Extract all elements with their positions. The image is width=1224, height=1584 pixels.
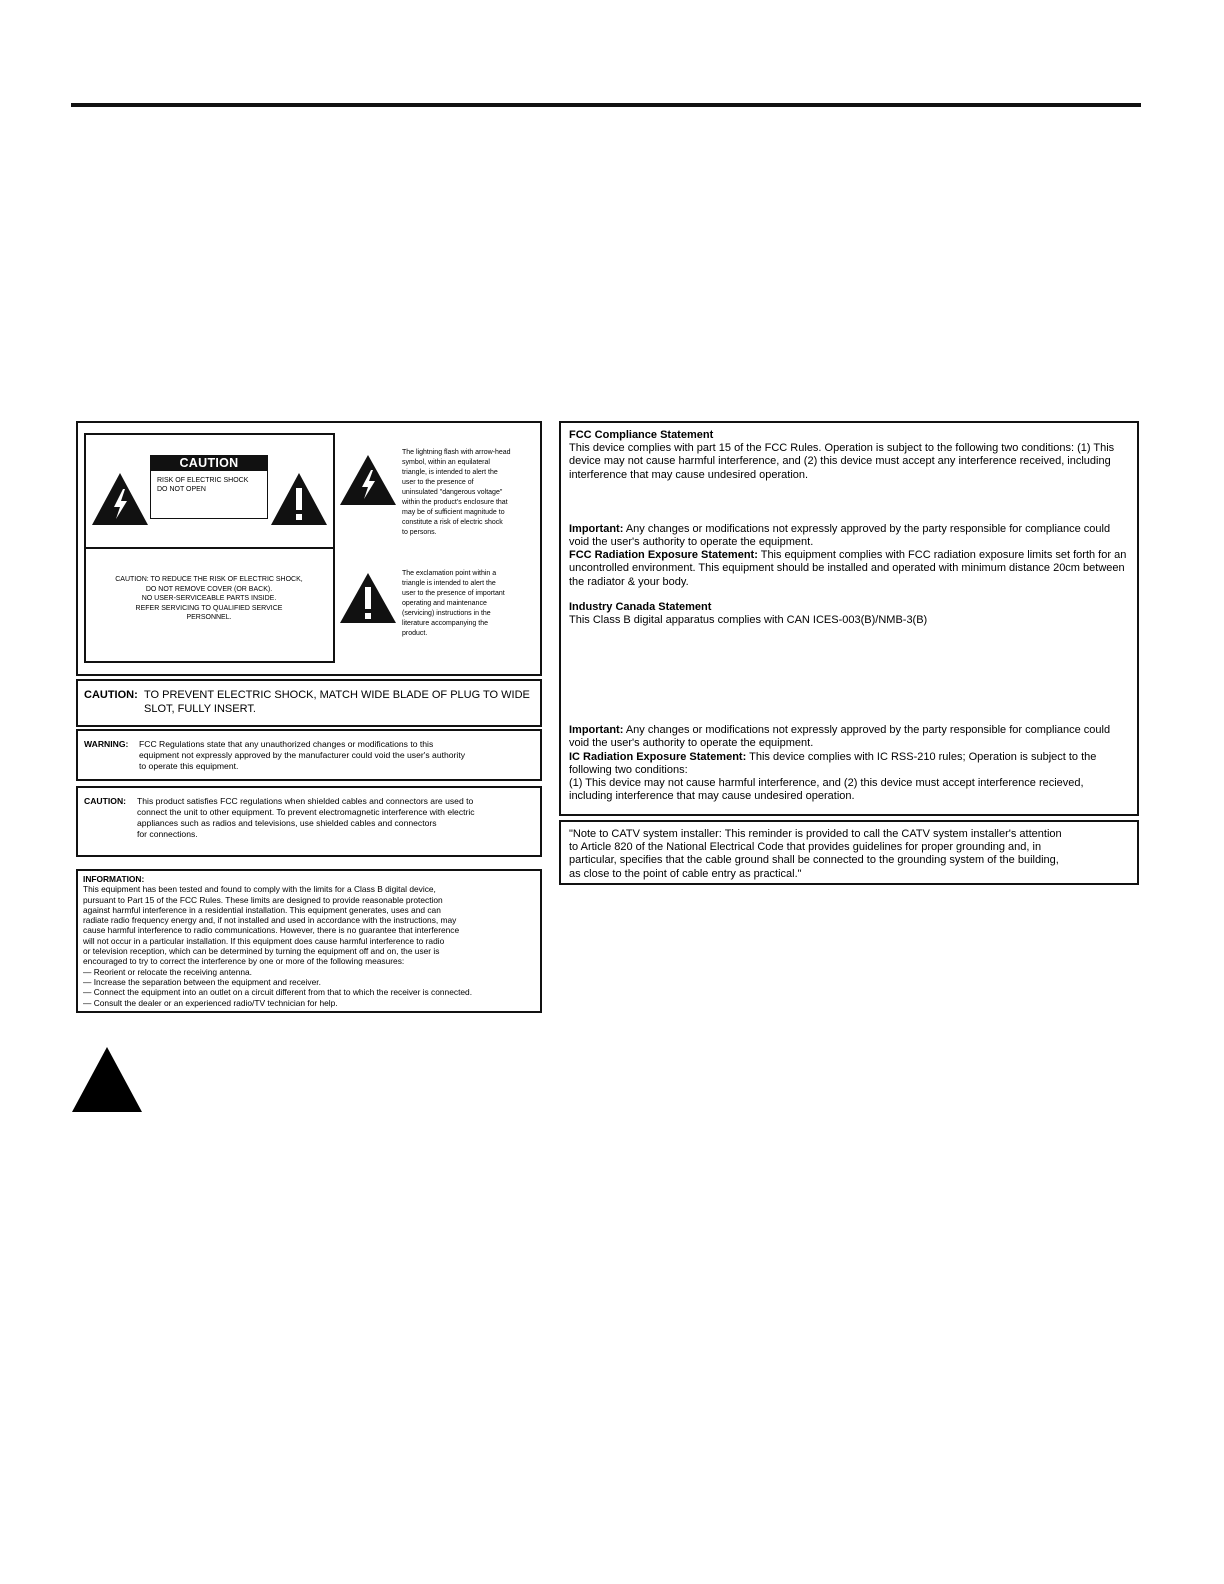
safety-symbols-panel: [76, 421, 542, 676]
panel-divider: [86, 547, 333, 549]
important-text: Any changes or modifications not expressly approved by the party responsible for compliance could void the user's authority to operate the equipment.: [569, 522, 1111, 549]
important-label: Important:: [569, 724, 624, 737]
caution-label-header: CAUTION: [151, 456, 267, 471]
caution-plug-box: [76, 679, 542, 727]
canada-title: Industry Canada Statement: [569, 600, 712, 613]
important-label: Important:: [569, 522, 624, 535]
radiation-label: FCC Radiation Exposure Statement:: [569, 549, 758, 562]
exclamation-description: The exclamation point within a triangle is intended to alert the user to the presence of important operating and maintenance (servicing) instructions in the literature accompanying the product.: [402, 570, 505, 637]
warning-label: WARNING:: [84, 739, 129, 749]
shock-notice-text: CAUTION: TO REDUCE THE RISK OF ELECTRIC SHOCK, DO NOT REMOVE COVER (OR BACK). NO USER-SERVICEABLE PARTS INSIDE. REFER SERVICING TO QUALIFIED SERVICE PERSONNEL.: [115, 576, 303, 622]
lightning-triangle-icon: [338, 453, 398, 507]
exclamation-triangle-icon: [338, 571, 398, 625]
ic-conditions: (1) This device may not cause harmful interference, and (2) this device must accept interference recieved, including interference that may cause undesired operation.: [569, 777, 1084, 803]
caution-label-panel: [84, 433, 335, 663]
information-box: [76, 869, 542, 1013]
caution-label: CAUTION:: [84, 689, 138, 701]
lightning-description: The lightning flash with arrow-head symbol, within an equilateral triangle, is intended to alert the user to the presence of uninsulated "dangerous voltage" within the product's enclosure that may be of sufficient magnitude to constitute a risk of electric shock to persons.: [402, 449, 511, 536]
caution-label: CAUTION:: [84, 796, 127, 806]
lightning-triangle-icon: [90, 471, 150, 527]
ic-label: IC Radiation Exposure Statement:: [569, 750, 747, 763]
caution-shield-box: [76, 786, 542, 857]
caution-label-text: RISK OF ELECTRIC SHOCK DO NOT OPEN: [157, 477, 249, 493]
information-body: This equipment has been tested and found to comply with the limits for a Class B digital device, pursuant to Part 15 of the FCC Rules. These limits are designed to provide reasonable protection against harmful interference in a residential installation. This equipment generates, uses and can radiate radio frequency energy and, if not installed and used in accordance with the instructions, may cause harmful interference to radio communications. However, there is no guarantee that interference will not occur in a particular installation. If this equipment does cause harmful interference to radio or television reception, which can be determined by turning the equipment off and on, the user is encouraged to try to correct the interference by one or more of the following measures: — Reorient or relocate the receiving antenna. — Increase the separation between the equipment and receiver. — Connect the equipment into an outlet on a circuit different from that to which the receiver is connected. — Consult the dealer or an experienced radio/TV technician for help.: [83, 884, 473, 1008]
caution-shield-text: This product satisfies FCC regulations when shielded cables and connectors are used to connect the unit to other equipment. To prevent electromagnetic interference with electric appliances such as radios and televisions, use shielded cables and connectors for connections.: [137, 796, 475, 839]
warning-text: FCC Regulations state that any unauthorized changes or modifications to this equipment not expressly approved by the manufacturer could void the user's authority to operate this equipment.: [139, 739, 466, 771]
catv-note-box: "Note to CATV system installer: This reminder is provided to call the CATV system installer's attention to Article 820 of the National Electrical Code that provides guidelines for proper grounding and, in particular, specifies that the cable ground shall be connected to the grounding system of the building, as close to the point of cable entry as practical.": [559, 820, 1139, 885]
fcc-title: FCC Compliance Statement: [569, 429, 714, 441]
information-heading: INFORMATION:: [83, 874, 145, 884]
warning-box: [76, 729, 542, 781]
fcc-text: This device complies with part 15 of the FCC Rules. Operation is subject to the following two conditions: (1) This device may not cause harmful interference, and (2) this device must accept any interference received, including interference that may cause undesired operation.: [569, 442, 1115, 481]
caution-label: [150, 455, 268, 519]
header-rule: [71, 103, 1141, 107]
radiation-text: This equipment complies with FCC radiation exposure limits set forth for an uncontrolled environment. This equipment should be installed and operated with minimum distance 20cm between the radiator & your body.: [569, 549, 1127, 588]
canada-text: This Class B digital apparatus complies with CAN ICES-003(B)/NMB-3(B): [569, 614, 928, 627]
important-text: Any changes or modifications not expressly approved by the party responsible for compliance could void the user's authority to operate the equipment.: [569, 724, 1111, 750]
warning-triangle-icon: [71, 1046, 143, 1113]
caution-plug-text: TO PREVENT ELECTRIC SHOCK, MATCH WIDE BLADE OF PLUG TO WIDE SLOT, FULLY INSERT.: [144, 689, 530, 715]
ic-text: This device complies with IC RSS-210 rules; Operation is subject to the following two conditions:: [569, 750, 1097, 776]
fcc-compliance-box: [559, 421, 1139, 816]
exclamation-triangle-icon: [269, 471, 329, 527]
